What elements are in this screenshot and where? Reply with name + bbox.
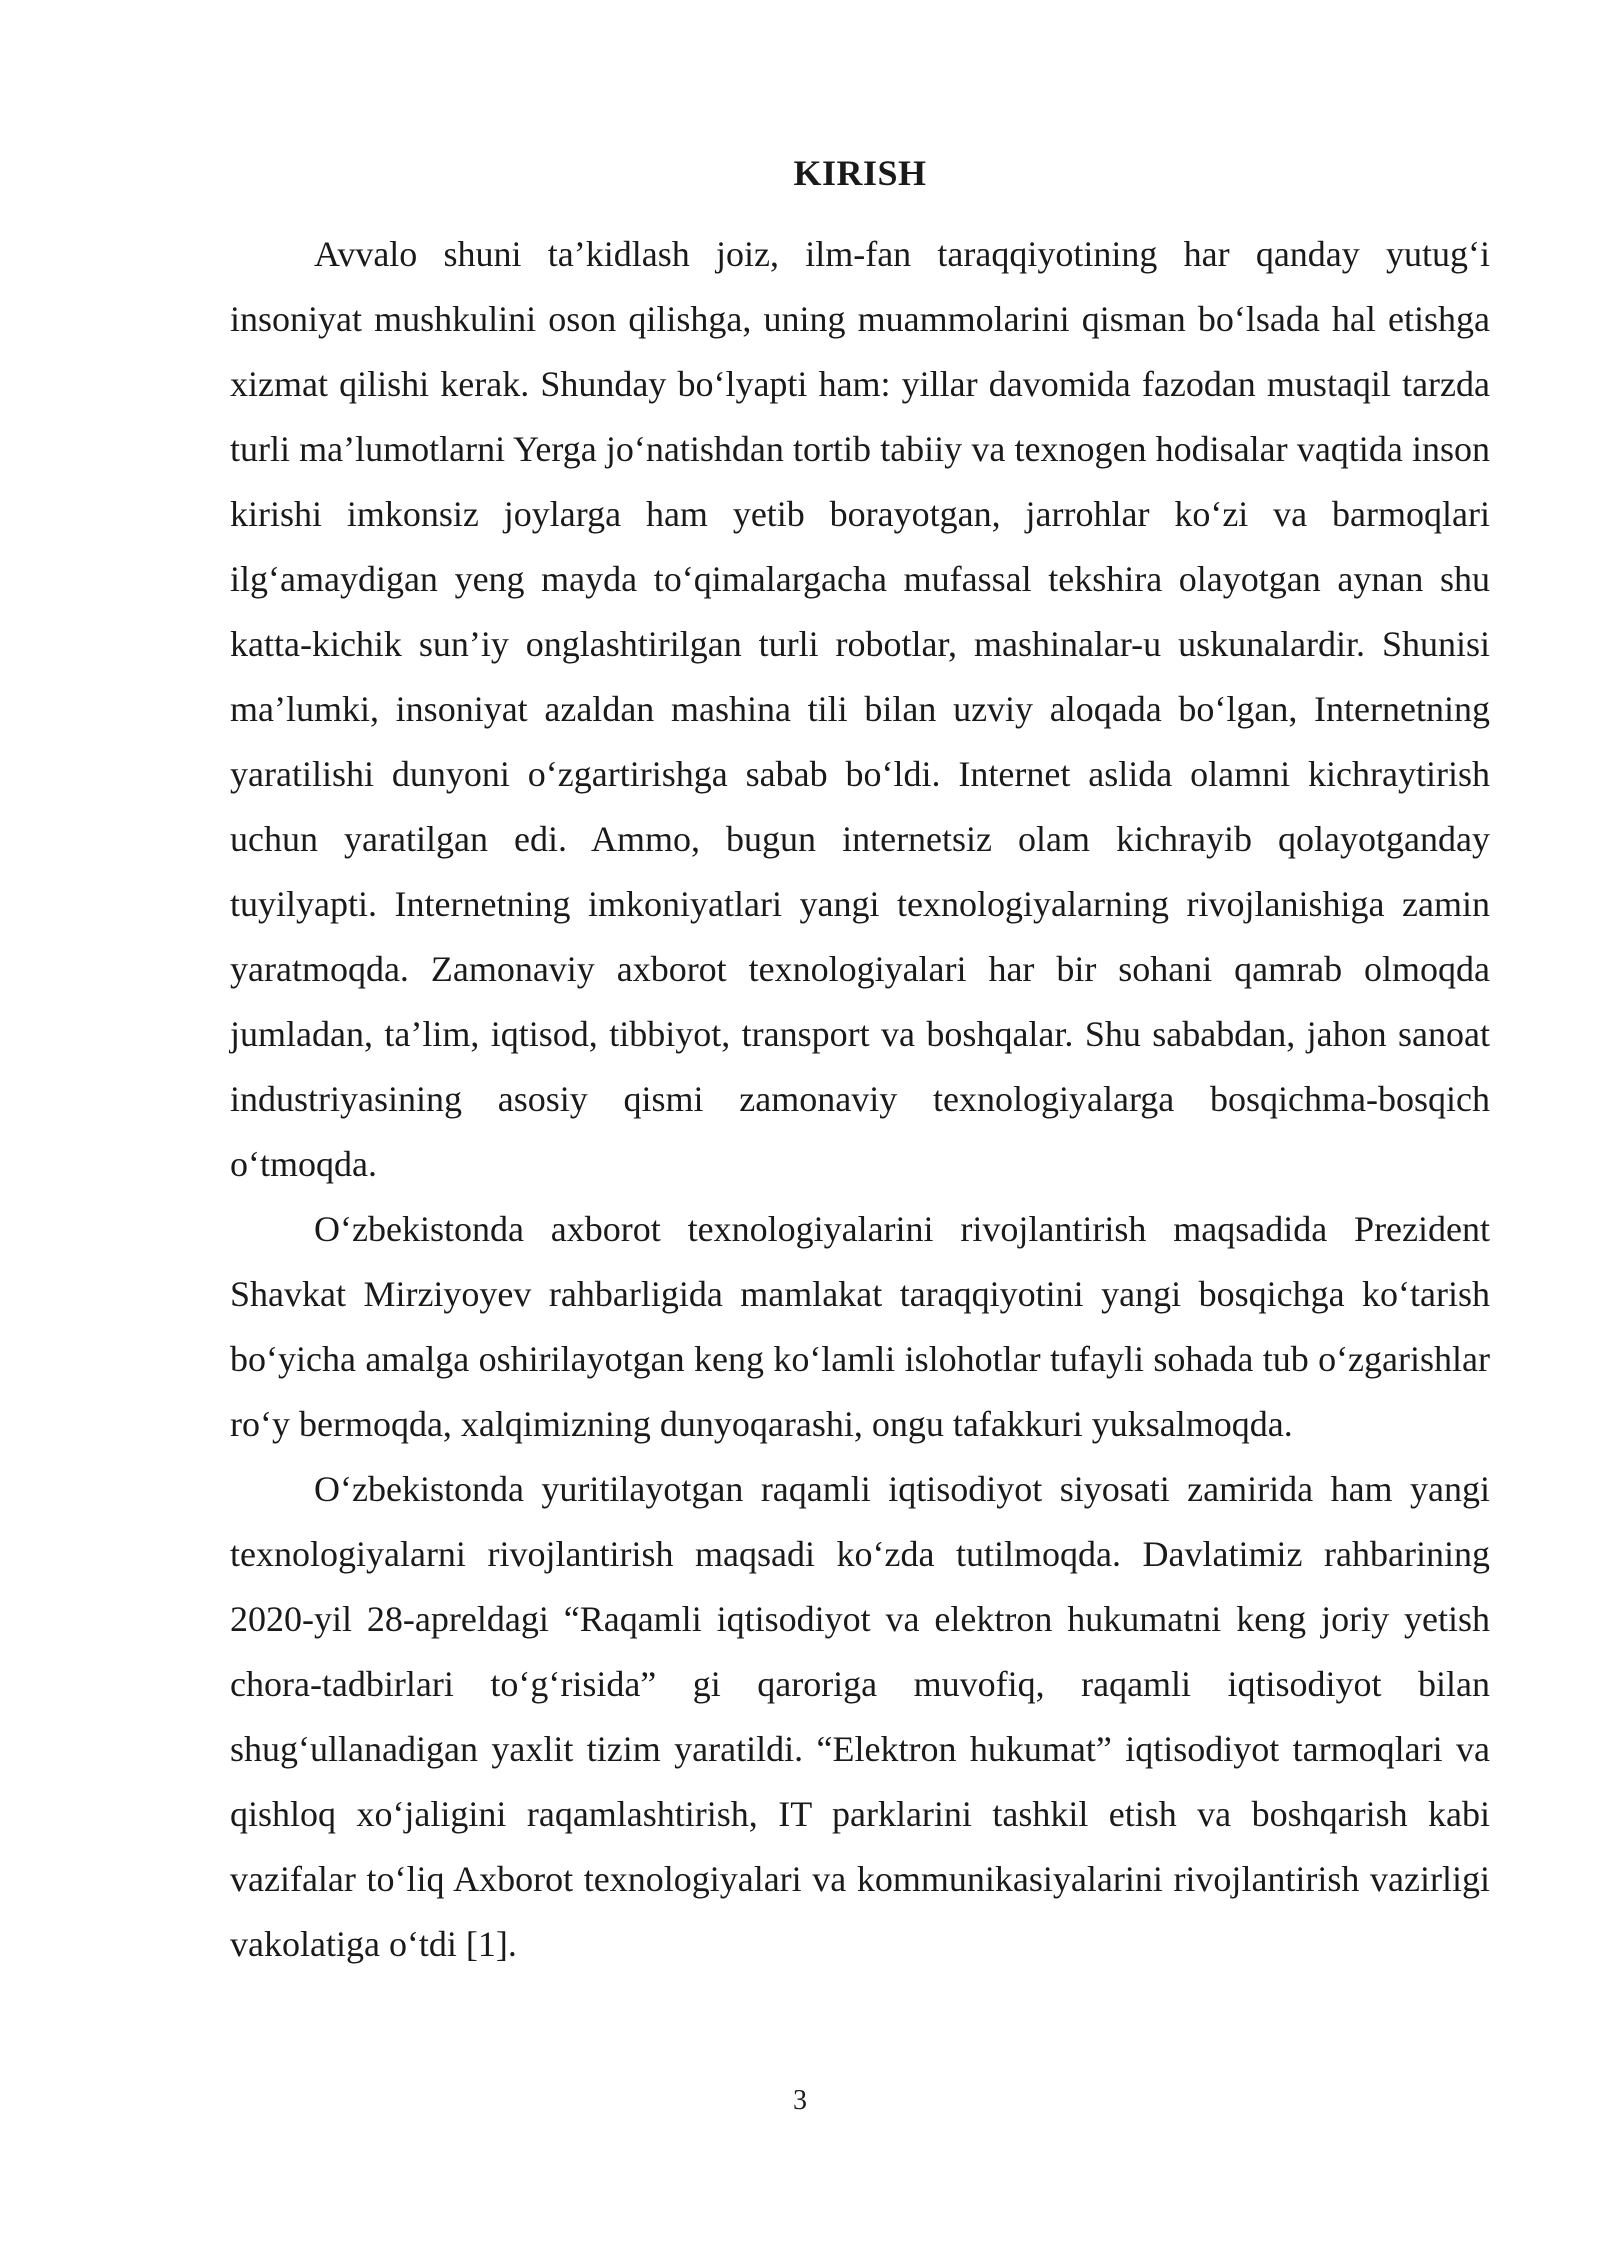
page-number: 3 — [793, 2085, 807, 2116]
paragraph-1: Avvalo shuni ta’kidlash joiz, ilm-fan taraqqiyotining har qanday yutug‘i insoniyat mushkulini oson qilishga, uning muammolarini qisman bo‘lsada hal etishga xizmat qilishi kerak. Shunday bo‘lyapti ham: yillar davomida fazodan mustaqil tarzda turli ma’lumotlarni Yerga jo‘natishdan tortib tabiiy va texnogen hodisalar vaqtida inson kirishi imkonsiz joylarga ham yetib borayotgan, jarrohlar ko‘zi va barmoqlari ilg‘amaydigan yeng mayda to‘qimalargacha mufassal tekshira olayotgan aynan shu katta-kichik sun’iy onglashtirilgan turli robotlar, mashinalar-u uskunalardir. Shunisi ma’lumki, insoniyat azaldan mashina tili bilan uzviy aloqada bo‘lgan, Internetning yaratilishi dunyoni o‘zgartirishga sabab bo‘ldi. Internet aslida olamni kichraytirish uchun yaratilgan edi. Ammo, bugun internetsiz olam kichrayib qolayotganday tuyilyapti. Internetning imkoniyatlari yangi texnologiyalarning rivojlanishiga zamin yaratmoqda. Zamonaviy axborot texnologiyalari har bir sohani qamrab olmoqda jumladan, ta’lim, iqtisod, tibbiyot, transport va boshqalar. Shu sababdan, jahon sanoat industriyasining asosiy qismi zamonaviy texnologiyalarga bosqichma-bosqich o‘tmoqda. — [230, 234, 1490, 1184]
page-content — [230, 148, 1490, 1977]
paragraph-2: O‘zbekistonda axborot texnologiyalarini rivojlantirish maqsadida Prezident Shavkat Mirziyoyev rahbarligida mamlakat taraqqiyotini yangi bosqichga ko‘tarish bo‘yicha amalga oshirilayotgan keng ko‘lamli islohotlar tufayli sohada tub o‘zgarishlar ro‘y bermoqda, xalqimizning dunyoqarashi, ongu tafakkuri yuksalmoqda. — [230, 1209, 1490, 1444]
paragraph-3: O‘zbekistonda yuritilayotgan raqamli iqtisodiyot siyosati zamirida ham yangi texnologiyalarni rivojlantirish maqsadi ko‘zda tutilmoqda. Davlatimiz rahbarining 2020-yil 28-apreldagi “Raqamli iqtisodiyot va elektron hukumatni keng joriy yetish chora-tadbirlari to‘g‘risida” gi qaroriga muvofiq, raqamli iqtisodiyot bilan shug‘ullanadigan yaxlit tizim yaratildi. “Elektron hukumat” iqtisodiyot tarmoqlari va qishloq xo‘jaligini raqamlashtirish, IT parklarini tashkil etish va boshqarish kabi vazifalar to‘liq Axborot texnologiyalari va kommunikasiyalarini rivojlantirish vazirligi vakolatiga o‘tdi [1]. — [230, 1469, 1490, 1964]
section-title: KIRISH — [793, 153, 927, 193]
